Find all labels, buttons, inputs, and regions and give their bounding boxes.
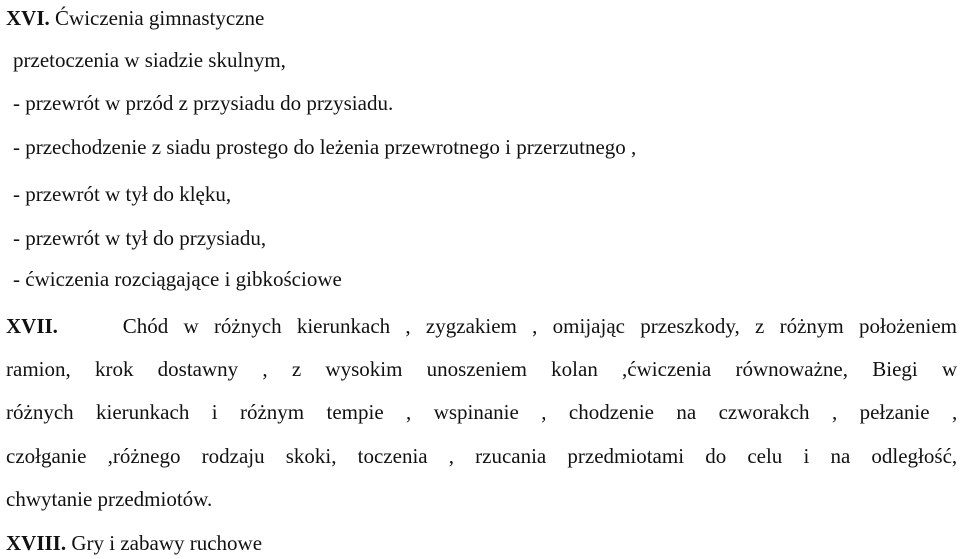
section-17-line-4: czołganie ,różnego rodzaju skoki, toczenia , rzucania przedmiotami do celu i na odległość, xyxy=(6,444,958,468)
section-17-line-1 xyxy=(6,312,957,340)
section-16-heading xyxy=(6,4,264,32)
section-18-number: XVIII. xyxy=(6,531,67,555)
section-16-number: XVI. xyxy=(6,6,50,30)
section-18-title: Gry i zabawy ruchowe xyxy=(71,531,263,555)
section-17-line-2: ramion, krok dostawny , z wysokim unoszeniem kolan ,ćwiczenia równoważne, Biegi w xyxy=(6,357,958,381)
section-17-line-5: chwytanie przedmiotów. xyxy=(6,487,213,511)
section-16-item-3: - przechodzenie z siadu prostego do leżenia przewrotnego i przerzutnego , xyxy=(13,135,637,159)
section-17-line-3: różnych kierunkach i różnym tempie , wspinanie , chodzenie na czworakch , pełzanie , xyxy=(6,400,958,424)
section-17-text-1: Chód w różnych kierunkach , zygzakiem , omijając przeszkody, z różnym położeniem xyxy=(122,314,957,338)
section-16-item-2: - przewrót w przód z przysiadu do przysiadu. xyxy=(13,91,394,115)
section-16-item-5: - przewrót w tył do przysiadu, xyxy=(13,226,267,250)
section-16-item-6: - ćwiczenia rozciągające i gibkościowe xyxy=(13,267,342,291)
section-16-item-4: - przewrót w tył do klęku, xyxy=(13,182,232,206)
section-17-number: XVII. xyxy=(6,314,58,338)
section-18-heading xyxy=(6,529,262,557)
section-16-title: Ćwiczenia gimnastyczne xyxy=(55,6,265,30)
section-16-item-1: przetoczenia w siadzie skulnym, xyxy=(13,48,286,72)
